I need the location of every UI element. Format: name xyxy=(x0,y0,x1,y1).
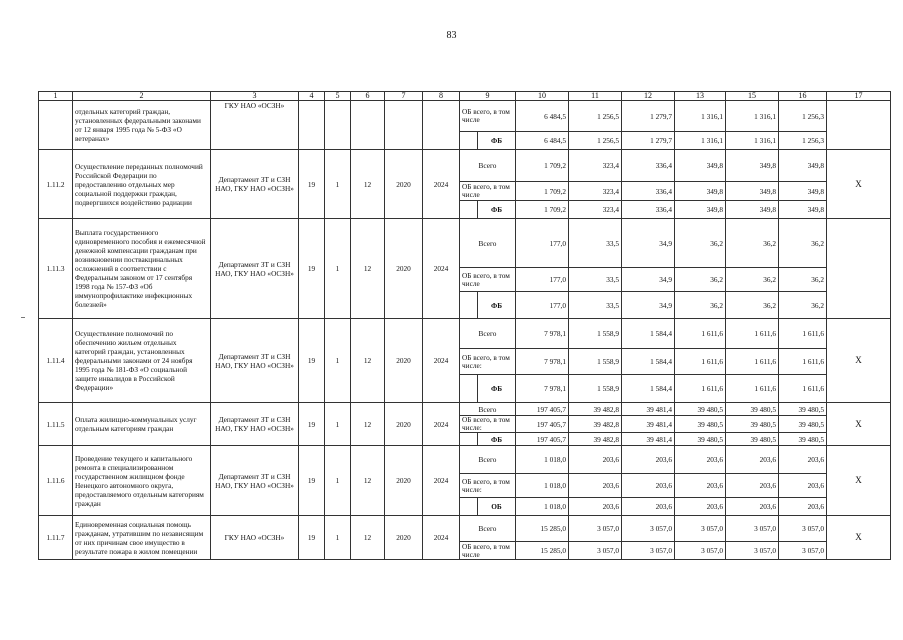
funding-source: ОБ всего, в том числе: xyxy=(460,474,516,498)
item-start-year: 2020 xyxy=(385,319,423,403)
amount-cell: 1 709,2 xyxy=(516,182,569,201)
fund-spacer xyxy=(460,433,478,446)
item-code-5: 1 xyxy=(325,319,351,403)
item-code-6: 12 xyxy=(351,150,385,219)
amount-cell: 1 558,9 xyxy=(569,349,622,375)
header-cell: 5 xyxy=(325,92,351,101)
item-code: 1.11.3 xyxy=(39,219,73,319)
funding-source: Всего xyxy=(460,403,516,416)
item-code-5: 1 xyxy=(325,150,351,219)
funding-source: ФБ xyxy=(478,292,516,319)
item-code-5: 1 xyxy=(325,219,351,319)
amount-cell: 1 018,0 xyxy=(516,498,569,516)
item-description: Осуществление полномочий по обеспечению жильем отдельных категорий граждан, установленных федеральными законами от 24 ноября 1995 года № 181-ФЗ «О социальной защите инвалидов в Российской Федерации» xyxy=(73,319,211,403)
amount-cell: 203,6 xyxy=(569,474,622,498)
amount-cell: 1 611,6 xyxy=(779,349,827,375)
header-cell: 6 xyxy=(351,92,385,101)
table-row xyxy=(39,150,891,182)
amount-cell: 1 279,7 xyxy=(622,101,675,132)
item-code-5: 1 xyxy=(325,403,351,446)
amount-cell: 203,6 xyxy=(726,474,779,498)
amount-cell: 36,2 xyxy=(779,219,827,268)
x-mark xyxy=(827,219,891,319)
x-mark: X xyxy=(827,150,891,219)
amount-cell: 36,2 xyxy=(675,219,726,268)
amount-cell: 203,6 xyxy=(569,446,622,474)
fund-spacer xyxy=(460,498,478,516)
amount-cell: 349,8 xyxy=(675,150,726,182)
amount-cell: 6 484,5 xyxy=(516,101,569,132)
amount-cell: 33,5 xyxy=(569,268,622,292)
funding-source: ФБ xyxy=(478,132,516,150)
amount-cell: 7 978,1 xyxy=(516,319,569,349)
amount-cell: 203,6 xyxy=(622,474,675,498)
header-cell: 12 xyxy=(622,92,675,101)
amount-cell: 203,6 xyxy=(779,474,827,498)
item-code-4: 19 xyxy=(299,403,325,446)
item-end-year: 2024 xyxy=(423,319,460,403)
item-code-4 xyxy=(299,101,325,150)
item-code-4: 19 xyxy=(299,516,325,560)
item-start-year: 2020 xyxy=(385,150,423,219)
amount-cell: 3 057,0 xyxy=(622,542,675,560)
item-end-year: 2024 xyxy=(423,403,460,446)
funding-source: ФБ xyxy=(478,433,516,446)
funding-source: Всего xyxy=(460,150,516,182)
amount-cell: 36,2 xyxy=(726,268,779,292)
amount-cell: 1 611,6 xyxy=(726,349,779,375)
item-start-year: 2020 xyxy=(385,516,423,560)
amount-cell: 336,4 xyxy=(622,182,675,201)
item-code-5: 1 xyxy=(325,446,351,516)
margin-mark xyxy=(21,317,25,318)
item-code-6: 12 xyxy=(351,319,385,403)
amount-cell: 1 316,1 xyxy=(675,132,726,150)
header-cell: 9 xyxy=(460,92,516,101)
amount-cell: 15 285,0 xyxy=(516,516,569,542)
amount-cell: 349,8 xyxy=(675,182,726,201)
item-executor: Департамент ЗТ и СЗН НАО, ГКУ НАО «ОСЗН» xyxy=(211,150,299,219)
amount-cell: 336,4 xyxy=(622,201,675,219)
item-start-year: 2020 xyxy=(385,446,423,516)
amount-cell: 203,6 xyxy=(675,446,726,474)
item-description: Выплата государственного единовременного пособия и ежемесячной денежной компенсации гражданам при возникновении поствакцинальных осложнений в соответствии с Федеральным законом от 17 сентября 1998 года № 157-ФЗ «Об иммунопрофилактике инфекционных болезней» xyxy=(73,219,211,319)
amount-cell: 1 611,6 xyxy=(726,319,779,349)
amount-cell: 1 611,6 xyxy=(779,375,827,403)
amount-cell: 1 584,4 xyxy=(622,375,675,403)
amount-cell: 34,9 xyxy=(622,292,675,319)
column-header-row xyxy=(39,92,891,101)
amount-cell: 1 709,2 xyxy=(516,201,569,219)
amount-cell: 39 481,4 xyxy=(622,403,675,416)
funding-source: ОБ всего, в том числе xyxy=(460,268,516,292)
amount-cell: 39 480,5 xyxy=(726,403,779,416)
amount-cell: 34,9 xyxy=(622,219,675,268)
item-code-4: 19 xyxy=(299,319,325,403)
funding-source: ОБ xyxy=(478,498,516,516)
fund-spacer xyxy=(460,132,478,150)
item-end-year xyxy=(423,101,460,150)
item-description: отдельных категорий граждан, установленных федеральными законами от 12 января 1995 года № 5-ФЗ «О ветеранах» xyxy=(73,101,211,150)
amount-cell: 1 018,0 xyxy=(516,474,569,498)
amount-cell: 197 405,7 xyxy=(516,433,569,446)
item-code-4: 19 xyxy=(299,446,325,516)
amount-cell: 1 256,3 xyxy=(779,132,827,150)
amount-cell: 36,2 xyxy=(779,268,827,292)
item-executor: ГКУ НАО «ОСЗН» xyxy=(211,516,299,560)
amount-cell: 1 256,5 xyxy=(569,101,622,132)
amount-cell: 39 480,5 xyxy=(779,416,827,433)
header-cell: 4 xyxy=(299,92,325,101)
item-code-6 xyxy=(351,101,385,150)
amount-cell: 203,6 xyxy=(779,498,827,516)
amount-cell: 7 978,1 xyxy=(516,375,569,403)
amount-cell: 39 481,4 xyxy=(622,433,675,446)
amount-cell: 39 480,5 xyxy=(675,403,726,416)
amount-cell: 33,5 xyxy=(569,292,622,319)
item-executor: Департамент ЗТ и СЗН НАО, ГКУ НАО «ОСЗН» xyxy=(211,319,299,403)
item-description: Проведение текущего и капитального ремонта в специализированном государственном жилищном фонде Ненецкого автономного округа, предоставляемого отдельным категориям граждан xyxy=(73,446,211,516)
amount-cell: 3 057,0 xyxy=(726,542,779,560)
amount-cell: 1 316,1 xyxy=(726,132,779,150)
header-cell: 7 xyxy=(385,92,423,101)
amount-cell: 203,6 xyxy=(675,498,726,516)
funding-source: ОБ всего, в том числе: xyxy=(460,349,516,375)
amount-cell: 349,8 xyxy=(779,201,827,219)
item-code xyxy=(39,101,73,150)
amount-cell: 39 482,8 xyxy=(569,416,622,433)
header-cell: 11 xyxy=(569,92,622,101)
amount-cell: 1 611,6 xyxy=(675,375,726,403)
fund-spacer xyxy=(460,201,478,219)
amount-cell: 39 480,5 xyxy=(675,416,726,433)
item-code: 1.11.7 xyxy=(39,516,73,560)
amount-cell: 36,2 xyxy=(726,292,779,319)
amount-cell: 36,2 xyxy=(726,219,779,268)
amount-cell: 3 057,0 xyxy=(675,542,726,560)
funding-source: Всего xyxy=(460,446,516,474)
amount-cell: 349,8 xyxy=(675,201,726,219)
amount-cell: 177,0 xyxy=(516,268,569,292)
amount-cell: 197 405,7 xyxy=(516,403,569,416)
item-executor: ГКУ НАО «ОСЗН» xyxy=(211,101,299,150)
amount-cell: 1 611,6 xyxy=(779,319,827,349)
header-cell: 10 xyxy=(516,92,569,101)
amount-cell: 336,4 xyxy=(622,150,675,182)
header-cell: 15 xyxy=(726,92,779,101)
amount-cell: 3 057,0 xyxy=(569,516,622,542)
amount-cell: 1 709,2 xyxy=(516,150,569,182)
amount-cell: 323,4 xyxy=(569,150,622,182)
amount-cell: 197 405,7 xyxy=(516,416,569,433)
amount-cell: 1 316,1 xyxy=(726,101,779,132)
item-code-4: 19 xyxy=(299,219,325,319)
item-description: Единовременная социальная помощь гражданам, утратившим по независящим от них причинам свое имущество в результате пожара в жилом помещении xyxy=(73,516,211,560)
program-table xyxy=(38,91,891,560)
item-code-6: 12 xyxy=(351,446,385,516)
amount-cell: 34,9 xyxy=(622,268,675,292)
amount-cell: 39 480,5 xyxy=(675,433,726,446)
amount-cell: 3 057,0 xyxy=(675,516,726,542)
table-row xyxy=(39,403,891,416)
item-end-year: 2024 xyxy=(423,516,460,560)
amount-cell: 349,8 xyxy=(779,150,827,182)
item-start-year xyxy=(385,101,423,150)
amount-cell: 349,8 xyxy=(779,182,827,201)
amount-cell: 203,6 xyxy=(622,446,675,474)
amount-cell: 7 978,1 xyxy=(516,349,569,375)
amount-cell: 1 584,4 xyxy=(622,319,675,349)
amount-cell: 323,4 xyxy=(569,201,622,219)
amount-cell: 323,4 xyxy=(569,182,622,201)
x-mark: X xyxy=(827,516,891,560)
header-cell: 16 xyxy=(779,92,827,101)
item-executor: Департамент ЗТ и СЗН НАО, ГКУ НАО «ОСЗН» xyxy=(211,403,299,446)
x-mark: X xyxy=(827,319,891,403)
amount-cell: 1 611,6 xyxy=(675,319,726,349)
amount-cell: 1 279,7 xyxy=(622,132,675,150)
amount-cell: 3 057,0 xyxy=(622,516,675,542)
amount-cell: 36,2 xyxy=(675,292,726,319)
table-row xyxy=(39,219,891,268)
header-cell: 1 xyxy=(39,92,73,101)
funding-source: ОБ всего, в том числе: xyxy=(460,416,516,433)
item-end-year: 2024 xyxy=(423,150,460,219)
amount-cell: 39 480,5 xyxy=(779,433,827,446)
amount-cell: 1 018,0 xyxy=(516,446,569,474)
item-code-5 xyxy=(325,101,351,150)
funding-source: ОБ всего, в том числе xyxy=(460,182,516,201)
amount-cell: 39 482,8 xyxy=(569,433,622,446)
amount-cell: 203,6 xyxy=(726,446,779,474)
amount-cell: 36,2 xyxy=(779,292,827,319)
amount-cell: 1 584,4 xyxy=(622,349,675,375)
item-code: 1.11.2 xyxy=(39,150,73,219)
funding-source: Всего xyxy=(460,319,516,349)
table-row xyxy=(39,446,891,474)
amount-cell: 39 481,4 xyxy=(622,416,675,433)
header-cell: 3 xyxy=(211,92,299,101)
funding-source: ФБ xyxy=(478,375,516,403)
item-code-6: 12 xyxy=(351,219,385,319)
item-executor: Департамент ЗТ и СЗН НАО, ГКУ НАО «ОСЗН» xyxy=(211,219,299,319)
amount-cell: 1 558,9 xyxy=(569,319,622,349)
amount-cell: 33,5 xyxy=(569,219,622,268)
amount-cell: 3 057,0 xyxy=(726,516,779,542)
header-cell: 13 xyxy=(675,92,726,101)
header-cell: 8 xyxy=(423,92,460,101)
amount-cell: 203,6 xyxy=(726,498,779,516)
x-mark: X xyxy=(827,446,891,516)
funding-source: ФБ xyxy=(478,201,516,219)
amount-cell: 1 256,3 xyxy=(779,101,827,132)
item-code-6: 12 xyxy=(351,403,385,446)
amount-cell: 177,0 xyxy=(516,219,569,268)
amount-cell: 177,0 xyxy=(516,292,569,319)
amount-cell: 3 057,0 xyxy=(569,542,622,560)
x-mark: X xyxy=(827,403,891,446)
x-mark xyxy=(827,101,891,150)
item-code-4: 19 xyxy=(299,150,325,219)
table-row xyxy=(39,101,891,132)
item-code-6: 12 xyxy=(351,516,385,560)
table-row xyxy=(39,516,891,542)
item-code-5: 1 xyxy=(325,516,351,560)
amount-cell: 39 482,8 xyxy=(569,403,622,416)
item-code: 1.11.6 xyxy=(39,446,73,516)
header-cell: 2 xyxy=(73,92,211,101)
funding-source: Всего xyxy=(460,516,516,542)
amount-cell: 349,8 xyxy=(726,201,779,219)
funding-source: ОБ всего, в том числе xyxy=(460,101,516,132)
amount-cell: 349,8 xyxy=(726,150,779,182)
amount-cell: 1 316,1 xyxy=(675,101,726,132)
amount-cell: 6 484,5 xyxy=(516,132,569,150)
item-end-year: 2024 xyxy=(423,446,460,516)
item-code: 1.11.4 xyxy=(39,319,73,403)
amount-cell: 349,8 xyxy=(726,182,779,201)
amount-cell: 1 558,9 xyxy=(569,375,622,403)
table-row xyxy=(39,319,891,349)
item-executor: Департамент ЗТ и СЗН НАО, ГКУ НАО «ОСЗН» xyxy=(211,446,299,516)
amount-cell: 39 480,5 xyxy=(726,416,779,433)
amount-cell: 203,6 xyxy=(622,498,675,516)
funding-source: Всего xyxy=(460,219,516,268)
fund-spacer xyxy=(460,375,478,403)
item-start-year: 2020 xyxy=(385,219,423,319)
amount-cell: 3 057,0 xyxy=(779,516,827,542)
amount-cell: 36,2 xyxy=(675,268,726,292)
amount-cell: 203,6 xyxy=(779,446,827,474)
amount-cell: 203,6 xyxy=(569,498,622,516)
amount-cell: 39 480,5 xyxy=(726,433,779,446)
header-cell: 17 xyxy=(827,92,891,101)
item-start-year: 2020 xyxy=(385,403,423,446)
page-number: 83 xyxy=(446,30,457,41)
item-code: 1.11.5 xyxy=(39,403,73,446)
amount-cell: 203,6 xyxy=(675,474,726,498)
funding-source: ОБ всего, в том числе xyxy=(460,542,516,560)
fund-spacer xyxy=(460,292,478,319)
item-description: Осуществление переданных полномочий Российской Федерации по предоставлению отдельных мер социальной поддержки граждан, подвергшихся воздействию радиации xyxy=(73,150,211,219)
amount-cell: 15 285,0 xyxy=(516,542,569,560)
amount-cell: 3 057,0 xyxy=(779,542,827,560)
amount-cell: 1 611,6 xyxy=(675,349,726,375)
amount-cell: 1 611,6 xyxy=(726,375,779,403)
item-end-year: 2024 xyxy=(423,219,460,319)
amount-cell: 39 480,5 xyxy=(779,403,827,416)
amount-cell: 1 256,5 xyxy=(569,132,622,150)
item-description: Оплата жилищно-коммунальных услуг отдельным категориям граждан xyxy=(73,403,211,446)
